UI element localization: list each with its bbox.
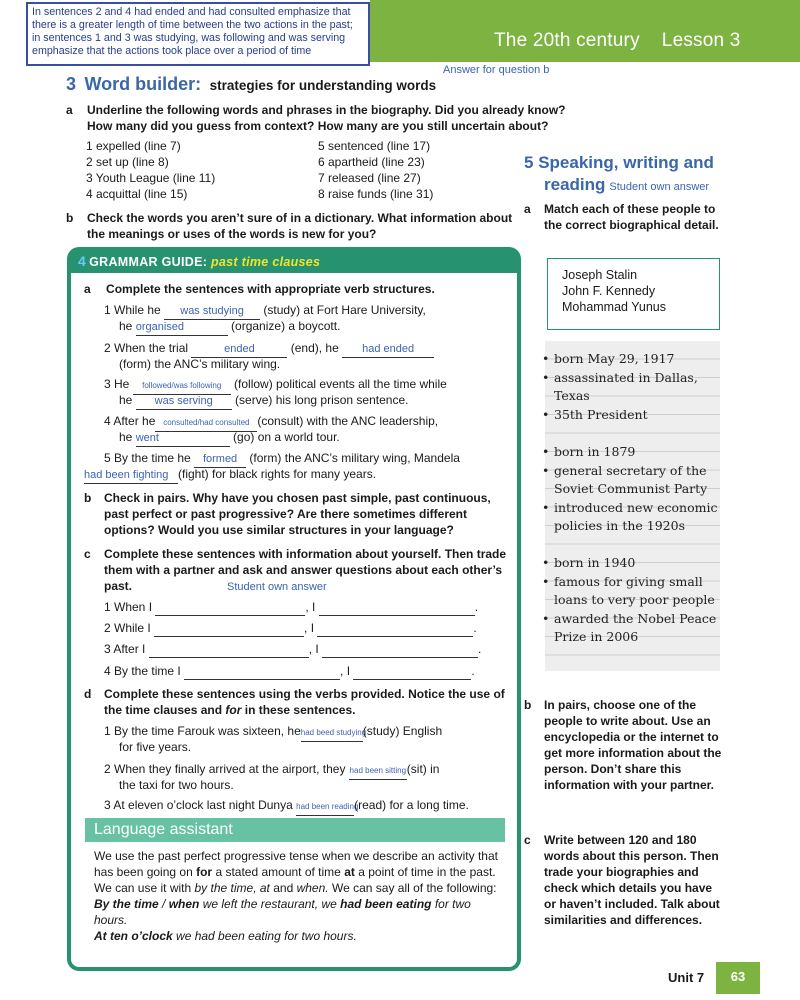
note-item: • general secretary of the Soviet Communist Party xyxy=(538,462,720,499)
answer-blank[interactable] xyxy=(342,340,434,358)
footer-unit-label: Unit 7 xyxy=(668,970,705,985)
grammar-guide-title xyxy=(78,253,320,269)
answer-text: was studying xyxy=(180,305,244,317)
grammar-question-b xyxy=(84,490,514,538)
word-item: 7 released (line 27) xyxy=(318,171,421,185)
answer-blank[interactable] xyxy=(300,723,367,742)
sentence-text: he xyxy=(119,393,133,407)
exercise-d-line-1b xyxy=(119,739,191,755)
word-item: 6 apartheid (line 23) xyxy=(318,155,425,169)
question-text: Match each of these people to the correct biographical detail. xyxy=(544,202,719,232)
sentence-text: (end), he xyxy=(290,341,339,355)
exercise-line-1b xyxy=(119,318,340,336)
note-item: • famous for giving small loans to very poor people xyxy=(538,573,720,610)
answer-text: had ended xyxy=(362,343,415,355)
question-letter: b xyxy=(84,491,92,505)
section-5-title: Speaking, writing and xyxy=(538,153,714,172)
people-box xyxy=(547,258,720,330)
answer-text: had been reading xyxy=(296,802,359,811)
grammar-question-d xyxy=(84,686,514,718)
answer-text: ended xyxy=(224,343,255,355)
lesson-label: Lesson 3 xyxy=(661,30,741,51)
grammar-guide-label: GRAMMAR GUIDE: xyxy=(89,255,208,269)
la-example-bold: At ten o’clock xyxy=(94,929,173,943)
question-text: Write between 120 and 180 words about this person. Then trade your biographies and check which details you have or haven’t included. Talk about similarities and differences. xyxy=(544,833,720,927)
sentence-text: 2 When the trial xyxy=(104,341,189,355)
note-item: • 35th President xyxy=(538,406,720,425)
question-text: In pairs, choose one of the people to write about. Use an encyclopedia or the internet to get more information about the person. Don’t share this information with your partner. xyxy=(544,698,722,792)
notes-group-1 xyxy=(538,350,720,424)
person-name: John F. Kennedy xyxy=(562,284,656,298)
answer-blank[interactable] xyxy=(84,466,178,484)
person-name: Joseph Stalin xyxy=(562,268,638,282)
person-name: Mohammad Yunus xyxy=(562,300,666,314)
answer-blank[interactable] xyxy=(154,620,304,637)
answer-blank[interactable] xyxy=(317,620,473,637)
word-item: 1 expelled (line 7) xyxy=(86,139,181,153)
sentence-text: 3 At eleven o’clock last night Dunya xyxy=(104,798,293,812)
note-item: • assassinated in Dallas, Texas xyxy=(538,369,720,406)
section-5-heading xyxy=(524,152,764,198)
exercise-line-2b xyxy=(119,356,280,372)
answer-blank[interactable] xyxy=(319,599,475,616)
la-example-bold: when xyxy=(168,897,200,911)
question-letter: c xyxy=(84,547,91,561)
answer-blank[interactable] xyxy=(322,641,478,658)
fill-line-3: 3 After I , I . xyxy=(104,642,482,656)
question-letter: a xyxy=(66,103,73,117)
la-example: we left the restaurant, we xyxy=(199,897,341,911)
note-item: • born in 1879 xyxy=(538,443,720,462)
sentence-text: (form) the ANC’s military wing, Mandela xyxy=(249,451,460,465)
language-assistant-title: Language assistant xyxy=(94,821,233,838)
sentence-text: (form) the ANC’s military wing. xyxy=(119,357,281,371)
la-bold: for xyxy=(196,865,213,879)
answer-blank[interactable] xyxy=(296,797,359,816)
question-letter: a xyxy=(84,282,91,296)
sentence-text: 2 When they finally arrived at the airport, they xyxy=(104,762,346,776)
fill-line-1: 1 When I , I . xyxy=(104,600,479,614)
answer-text: formed xyxy=(202,453,238,465)
question-text-emphasis: for xyxy=(225,703,242,717)
la-example: for two hours. xyxy=(94,897,471,927)
sentence-text: he xyxy=(119,319,133,333)
la-bold: at xyxy=(344,865,355,879)
la-text: a stated amount of time xyxy=(215,865,341,879)
answer-text: had been sitting xyxy=(349,766,407,775)
answer-text: was serving xyxy=(154,395,213,407)
section-3-title: Word builder: xyxy=(84,74,202,94)
word-item: 4 acquittal (line 15) xyxy=(86,187,188,201)
section-3-number: 3 xyxy=(66,74,77,94)
sentence-text: 1 By the time Farouk was sixteen, he xyxy=(104,724,301,738)
sentence-text: (follow) political events all the time while xyxy=(234,377,447,391)
unit-title: The 20th century xyxy=(494,30,640,51)
la-example: / xyxy=(158,897,169,911)
question-text: Complete the sentences with appropriate verb structures. xyxy=(106,282,435,296)
answer-text: followed/was following xyxy=(142,381,222,390)
la-example-bold: By the time xyxy=(94,897,159,911)
note-item: • born in 1940 xyxy=(538,554,720,573)
language-assistant-text xyxy=(94,848,504,944)
sentence-text: 5 By the time he xyxy=(104,451,191,465)
sentence-text: (serve) his long prison sentence. xyxy=(235,393,409,407)
section-5-question-a xyxy=(524,201,724,233)
la-italic: by the time, at xyxy=(194,881,270,895)
answer-text: organised xyxy=(135,321,185,333)
notes-group-3 xyxy=(538,554,720,647)
exercise-d-line-3 xyxy=(104,797,469,816)
word-list-right xyxy=(318,138,433,202)
sentence-text: (study) at Fort Hare University, xyxy=(263,303,426,317)
sentence-text: for five years. xyxy=(119,740,192,754)
answer-blank[interactable] xyxy=(136,392,232,410)
word-item: 2 set up (line 8) xyxy=(86,155,169,169)
student-answer-note: Student own answer xyxy=(227,581,327,593)
exercise-line-3b xyxy=(119,392,408,410)
sentence-text: (go) on a world tour. xyxy=(233,430,340,444)
question-letter: d xyxy=(84,687,92,701)
question-text: Underline the following words and phrases in the biography. Did you already know? How many did you guess from context? How many are you still uncertain about? xyxy=(87,103,566,133)
note-item: • born May 29, 1917 xyxy=(538,350,720,369)
la-example: we had been eating for two hours. xyxy=(172,929,357,943)
question-letter: b xyxy=(66,211,74,225)
question-letter: a xyxy=(524,202,531,216)
la-text: and xyxy=(273,881,294,895)
la-text: a point of time in the past. We can use it with xyxy=(94,865,496,895)
page-header-title xyxy=(494,30,741,52)
la-italic: when. xyxy=(296,881,329,895)
question-text: Complete these sentences with information about yourself. Then trade them with a partner and ask and answer questions about each other’s past. xyxy=(104,547,507,593)
fill-line-4: 4 By the time I , I . xyxy=(104,664,475,678)
student-answer-note: Student own answer xyxy=(609,181,710,193)
exercise-d-line-2b xyxy=(119,777,234,793)
answer-note-label: Answer for question b xyxy=(443,64,550,76)
section-5-number: 5 xyxy=(524,153,534,172)
section-4-number: 4 xyxy=(78,253,87,269)
sentence-text: 3 After I xyxy=(104,642,146,656)
question-text: in these sentences. xyxy=(244,703,356,717)
question-text: Complete these sentences using the verbs provided. Notice the use of the time clauses and xyxy=(104,687,505,717)
word-item: 3 Youth League (line 11) xyxy=(86,171,216,185)
sentence-text: (read) for a long time. xyxy=(354,798,469,812)
question-text: Check the words you aren’t sure of in a dictionary. What information about the meanings or uses of the words is new for you? xyxy=(87,211,513,241)
fill-line-2: 2 While I , I . xyxy=(104,621,477,635)
section-3-subtitle: strategies for understanding words xyxy=(209,78,437,93)
notes-group-2 xyxy=(538,443,720,536)
sentence-text: he xyxy=(119,430,133,444)
section-3-heading xyxy=(66,74,436,95)
la-text: We can say all of the following: xyxy=(331,881,497,895)
sentence-text: 1 While he xyxy=(104,303,161,317)
answer-blank[interactable] xyxy=(136,318,228,336)
answer-text: consulted/had consulted xyxy=(163,418,250,427)
question-text: Check in pairs. Why have you chosen past simple, past continuous, past perfect or past progressive? Are there sometimes different options? Would you use similar structures in your language? xyxy=(104,491,491,537)
word-list-left xyxy=(86,138,215,202)
question-letter: c xyxy=(524,833,531,847)
answer-blank[interactable] xyxy=(149,641,309,658)
page-number: 63 xyxy=(716,962,760,994)
answer-blank[interactable] xyxy=(349,761,407,780)
answer-blank[interactable] xyxy=(155,599,305,616)
section-5-question-c xyxy=(524,832,724,928)
answer-blank[interactable] xyxy=(136,429,230,447)
sentence-text: (consult) with the ANC leadership, xyxy=(257,414,439,428)
section-5-question-b xyxy=(524,697,724,793)
sentence-text: 1 When I xyxy=(104,600,153,614)
exercise-line-4b xyxy=(119,429,340,447)
answer-text: had been fighting xyxy=(84,469,169,481)
sentence-text: 2 While I xyxy=(104,621,151,635)
word-item: 8 raise funds (line 31) xyxy=(318,187,434,201)
grammar-topic: past time clauses xyxy=(210,255,321,269)
la-example-bold: had been eating xyxy=(340,897,432,911)
note-item: • awarded the Nobel Peace Prize in 2006 xyxy=(538,610,720,647)
answer-text: had beed studying xyxy=(300,728,367,737)
sentence-text: (fight) for black rights for many years. xyxy=(178,467,377,481)
section-3-question-a xyxy=(66,102,586,134)
answer-text: went xyxy=(135,432,159,444)
section-3-question-b xyxy=(66,210,516,242)
sentence-text: 4 After he xyxy=(104,414,156,428)
sentence-text: (organize) a boycott. xyxy=(231,319,341,333)
answer-note-text: In sentences 2 and 4 had ended and had consulted emphasize that there is a greater length of time between the two actions in the past; in sentences 1 and 3 was studying, was following and was serving emphasize that the actions took place over a period of time xyxy=(32,6,353,57)
word-item: 5 sentenced (line 17) xyxy=(318,139,431,153)
question-letter: b xyxy=(524,698,532,712)
sentence-text: (sit) in xyxy=(406,762,440,776)
grammar-question-a xyxy=(84,281,435,297)
section-5-title-2: reading xyxy=(544,175,606,194)
answer-blank[interactable] xyxy=(184,663,340,680)
sentence-text: the taxi for two hours. xyxy=(119,778,234,792)
sentence-text: 4 By the time I xyxy=(104,664,181,678)
exercise-line-5b xyxy=(84,466,376,484)
la-text: We use the past perfect progressive tense when we describe an activity that has been going on xyxy=(94,849,498,879)
answer-blank[interactable] xyxy=(353,663,471,680)
sentence-text: (study) English xyxy=(362,724,443,738)
sentence-text: 3 He xyxy=(104,377,130,391)
answer-note-box xyxy=(26,2,370,66)
note-item: • introduced new economic policies in the 1920s xyxy=(538,499,720,536)
